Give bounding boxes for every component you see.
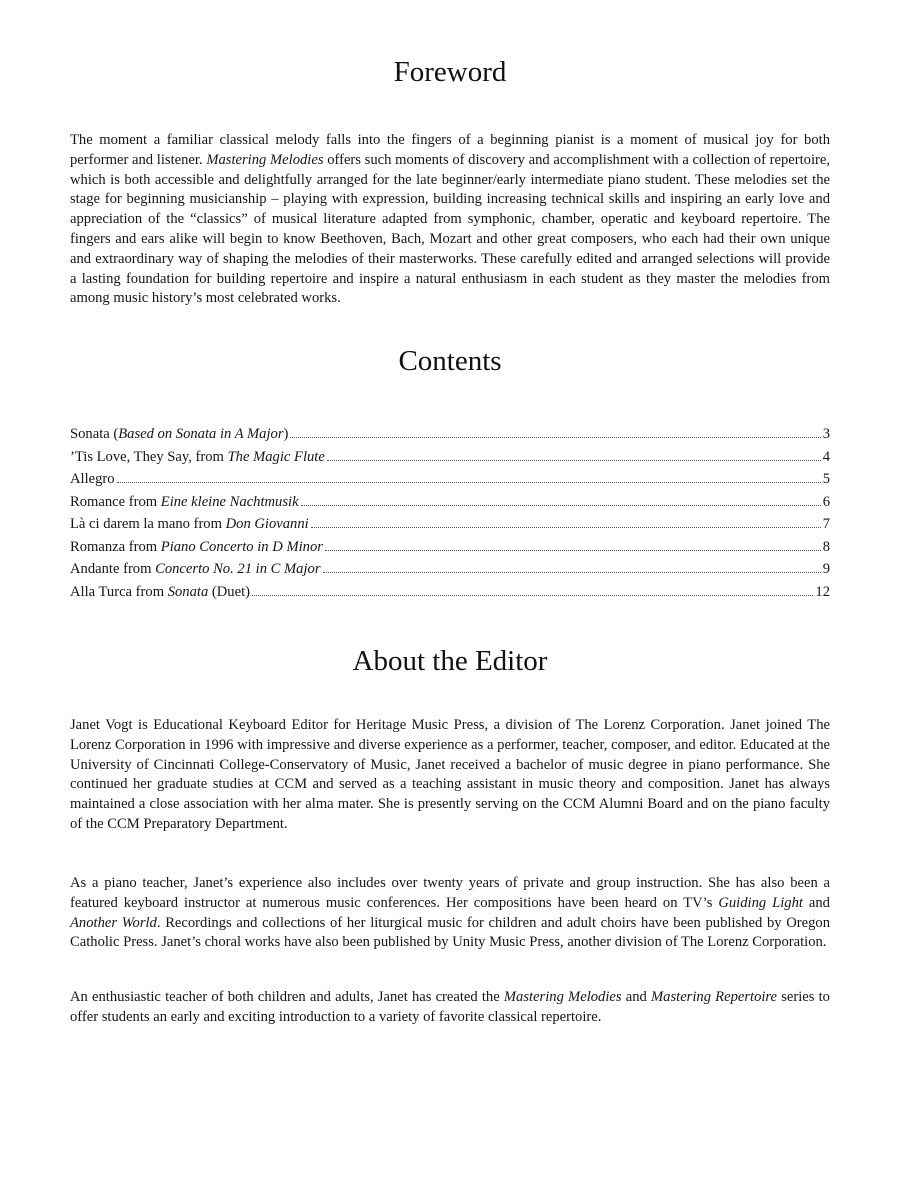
toc-page-number: 3: [822, 426, 830, 442]
toc-leader-dots: [117, 481, 821, 483]
toc-page-number: 8: [822, 538, 830, 555]
toc-page-number: 4: [822, 448, 830, 465]
editor-paragraph-1: Janet Vogt is Educational Keyboard Editor for Heritage Music Press, a division of The Lorenz Corporation. Janet joined The Lorenz Corporation in 1996 with impressive and diverse experience as a performer, teacher, composer, and editor. Educated at the University of Cincinnati College-Conservatory of Music, Janet received a bachelor of music degree in piano performance. She continued her graduate studies at CCM and served as a teaching assistant in music theory and composition. Janet has always maintained a close association with her alma mater. She is presently serving on the CCM Alumni Board and on the piano faculty of the CCM Preparatory Department.: [70, 717, 830, 832]
toc-entry[interactable]: Là ci darem la mano from Don Giovanni 7: [70, 513, 830, 536]
editor-paragraph-3: An enthusiastic teacher of both children and adults, Janet has created the Mastering Melodies and Mastering Repertoire series to offer students an early and exciting introduction to a variety of favorite classical repertoire.: [70, 989, 830, 1025]
toc-page-number: 6: [822, 493, 830, 510]
editor-paragraph-2: As a piano teacher, Janet’s experience also includes over twenty years of private and group instruction. She has also been a featured keyboard instructor at numerous music conferences. Her compositions have been heard on TV’s Guiding Light and Another World. Recordings and collections of her liturgical music for children and adult choirs have been published by Oregon Catholic Press. Janet’s choral works have also been published by Unity Music Press, another division of The Lorenz Corporation.: [70, 875, 830, 951]
toc-leader-dots: [323, 571, 821, 573]
toc-leader-dots: [290, 436, 820, 438]
toc-entry[interactable]: Sonata (Based on Sonata in A Major) 3: [70, 423, 830, 446]
toc-entry[interactable]: Allegro 5: [70, 468, 830, 491]
toc-leader-dots: [301, 504, 821, 506]
toc-leader-dots: [327, 459, 821, 461]
table-of-contents: [70, 423, 830, 603]
toc-leader-dots: [311, 526, 821, 528]
toc-leader-dots: [252, 594, 813, 596]
toc-leader-dots: [325, 549, 821, 551]
contents-heading: Contents: [398, 345, 502, 377]
foreword-heading: Foreword: [393, 56, 507, 88]
toc-page-number: 7: [822, 516, 830, 532]
toc-entry[interactable]: Romance from Eine kleine Nachtmusik 6: [70, 491, 830, 514]
foreword-paragraph: The moment a familiar classical melody falls into the fingers of a beginning pianist is a moment of musical joy for both performer and listener. Mastering Melodies offers such moments of discovery and accomplishment with a collection of repertoire, which is both accessible and delightfully arranged for the late beginner/early intermediate piano student. These melodies set the stage for beginning musicianship – playing with expression, building increasing technical skills and inspiring an early love and appreciation of the “classics” of musical literature adapted from symphonic, chamber, operatic and keyboard repertoire. The fingers and ears alike will begin to know Beethoven, Bach, Mozart and other great composers, who each had their own unique and extraordinary way of shaping the melodies of their masterworks. These carefully edited and arranged selections will provide a lasting foundation for building repertoire and inspire a natural enthusiasm in each student as they master the melodies from among music history’s most celebrated works.: [70, 132, 830, 307]
toc-entry[interactable]: ’Tis Love, They Say, from The Magic Flute 4: [70, 446, 830, 469]
toc-page-number: 12: [815, 583, 830, 600]
toc-page-number: 9: [822, 561, 830, 577]
toc-entry[interactable]: Alla Turca from Sonata (Duet) 12: [70, 581, 830, 604]
about-editor-heading: About the Editor: [352, 645, 548, 677]
toc-page-number: 5: [822, 471, 830, 487]
toc-entry[interactable]: Andante from Concerto No. 21 in C Major 9: [70, 558, 830, 581]
toc-entry[interactable]: Romanza from Piano Concerto in D Minor 8: [70, 536, 830, 559]
